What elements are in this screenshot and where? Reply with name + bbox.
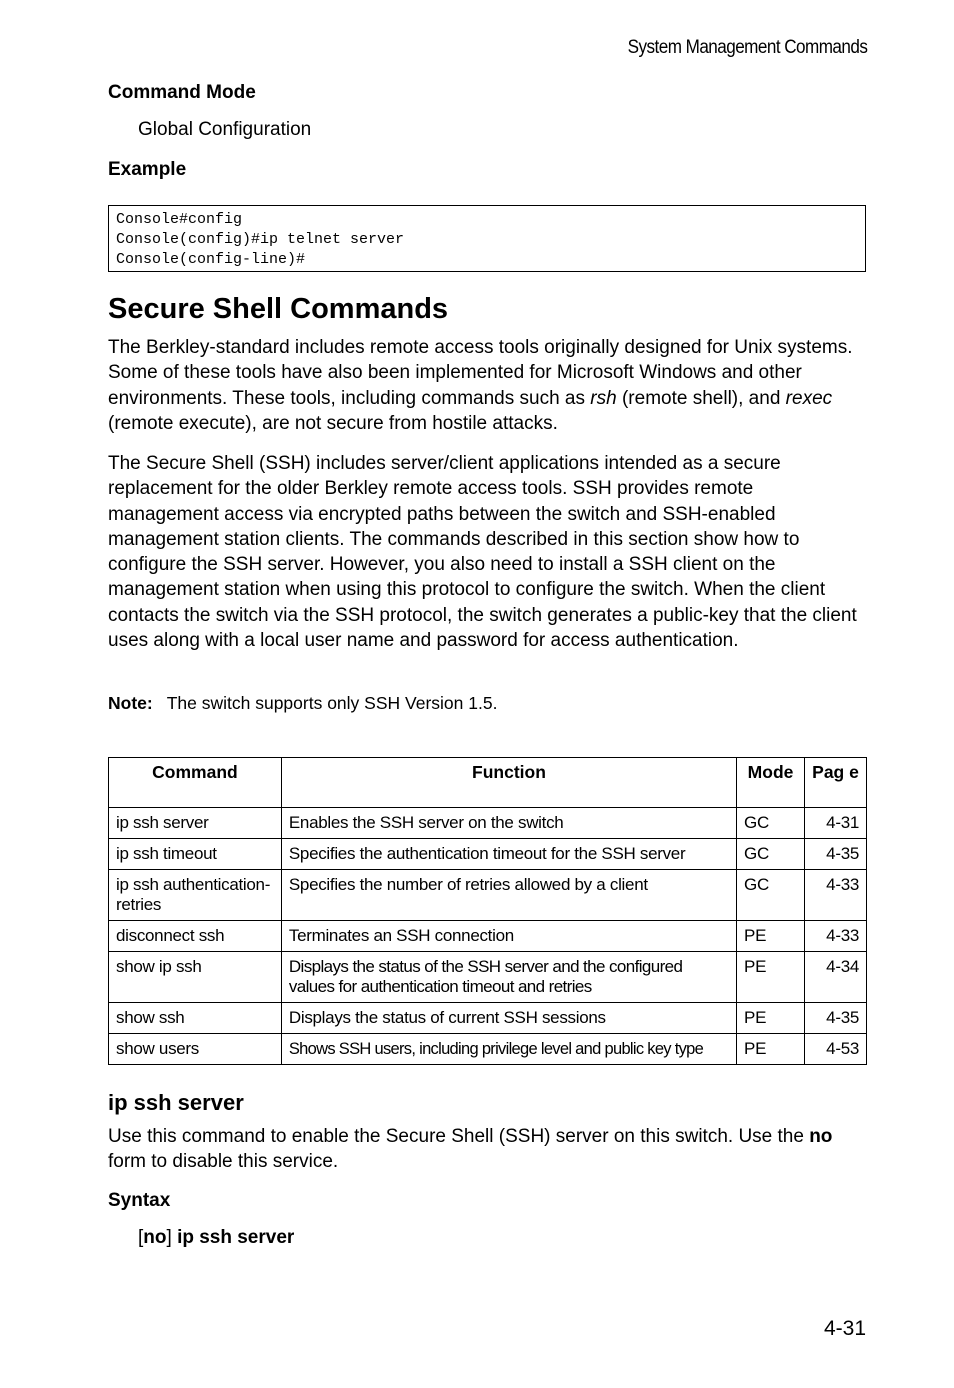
cell-function: Displays the status of current SSH sessions <box>281 1003 736 1034</box>
ssh-paragraph: The Secure Shell (SSH) includes server/client applications intended as a secure replacement for the older Berkley remote access tools. SSH provides remote management access via encrypted paths between the switch and SSH-enabled management station clients. The commands described in this section show how to configure the SSH server. However, you also need to install a SSH client on the management station when using this protocol to configure the switch. When the client contacts the switch via the SSH protocol, the switch generates a public-key that the client uses along with a local user name and password for access authentication. <box>108 453 857 652</box>
note-text: The switch supports only SSH Version 1.5. <box>166 693 498 713</box>
cell-mode: PE <box>737 1003 805 1034</box>
cell-page: 4-33 <box>805 921 867 952</box>
cell-command: ip ssh server <box>109 808 282 839</box>
table-row <box>109 952 867 1003</box>
note-label: Note: <box>108 693 153 713</box>
intro-paragraph: The Berkley-standard includes remote access tools originally designed for Unix systems. Some of these tools have also been implemented for Microsoft Windows and other environments. These tools, including commands such as rsh (remote shell), and rexec (remote execute), are not secure from hostile attacks. <box>108 337 853 434</box>
cell-page: 4-35 <box>805 839 867 870</box>
syntax-heading: Syntax <box>108 1190 171 1211</box>
ssh-command-table <box>108 757 867 1065</box>
running-header: System Management Commands <box>627 37 867 58</box>
cell-function: Shows SSH users, including privilege level and public key type <box>281 1034 736 1065</box>
cell-mode: PE <box>737 921 805 952</box>
table-row <box>109 921 867 952</box>
cell-mode: GC <box>737 839 805 870</box>
cell-function: Displays the status of the SSH server and the configured values for authentication timeout and retries <box>281 952 736 1003</box>
table-header-row <box>109 758 867 808</box>
cell-function: Enables the SSH server on the switch <box>281 808 736 839</box>
header-function: Function <box>281 758 736 808</box>
ip-ssh-server-title: ip ssh server <box>108 1090 244 1115</box>
ip-ssh-server-description: Use this command to enable the Secure Shell (SSH) server on this switch. Use the no form to disable this service. <box>108 1126 833 1173</box>
table-row <box>109 1034 867 1065</box>
cell-function: Specifies the authentication timeout for the SSH server <box>281 839 736 870</box>
cell-mode: GC <box>737 870 805 921</box>
cell-command: disconnect ssh <box>109 921 282 952</box>
cell-command: show ip ssh <box>109 952 282 1003</box>
cell-mode: PE <box>737 952 805 1003</box>
cell-page: 4-34 <box>805 952 867 1003</box>
cell-command: show ssh <box>109 1003 282 1034</box>
note <box>108 693 497 714</box>
cell-mode: PE <box>737 1034 805 1065</box>
cell-page: 4-53 <box>805 1034 867 1065</box>
cell-function: Terminates an SSH connection <box>281 921 736 952</box>
section-title: Secure Shell Commands <box>108 293 449 325</box>
code-example <box>108 205 866 272</box>
header-page: Pag e <box>805 758 867 808</box>
page-number: 4-31 <box>823 1317 866 1340</box>
table-row <box>109 839 867 870</box>
command-mode-heading: Command Mode <box>108 82 256 103</box>
syntax-line: [no] ip ssh server <box>138 1227 295 1248</box>
cell-page: 4-35 <box>805 1003 867 1034</box>
cell-function: Specifies the number of retries allowed by a client <box>281 870 736 921</box>
header-mode: Mode <box>737 758 805 808</box>
command-mode-value: Global Configuration <box>138 119 312 140</box>
table-row <box>109 1003 867 1034</box>
cell-mode: GC <box>737 808 805 839</box>
code-line: Console(config)#ip telnet server <box>116 231 405 248</box>
cell-command: ip ssh authentication-retries <box>109 870 282 921</box>
code-line: Console(config-line)# <box>116 251 306 268</box>
cell-command: ip ssh timeout <box>109 839 282 870</box>
code-line: Console#config <box>116 211 243 228</box>
cell-page: 4-33 <box>805 870 867 921</box>
cell-page: 4-31 <box>805 808 867 839</box>
table-row <box>109 808 867 839</box>
cell-command: show users <box>109 1034 282 1065</box>
table-row <box>109 870 867 921</box>
example-heading: Example <box>108 159 187 180</box>
header-command: Command <box>109 758 282 808</box>
